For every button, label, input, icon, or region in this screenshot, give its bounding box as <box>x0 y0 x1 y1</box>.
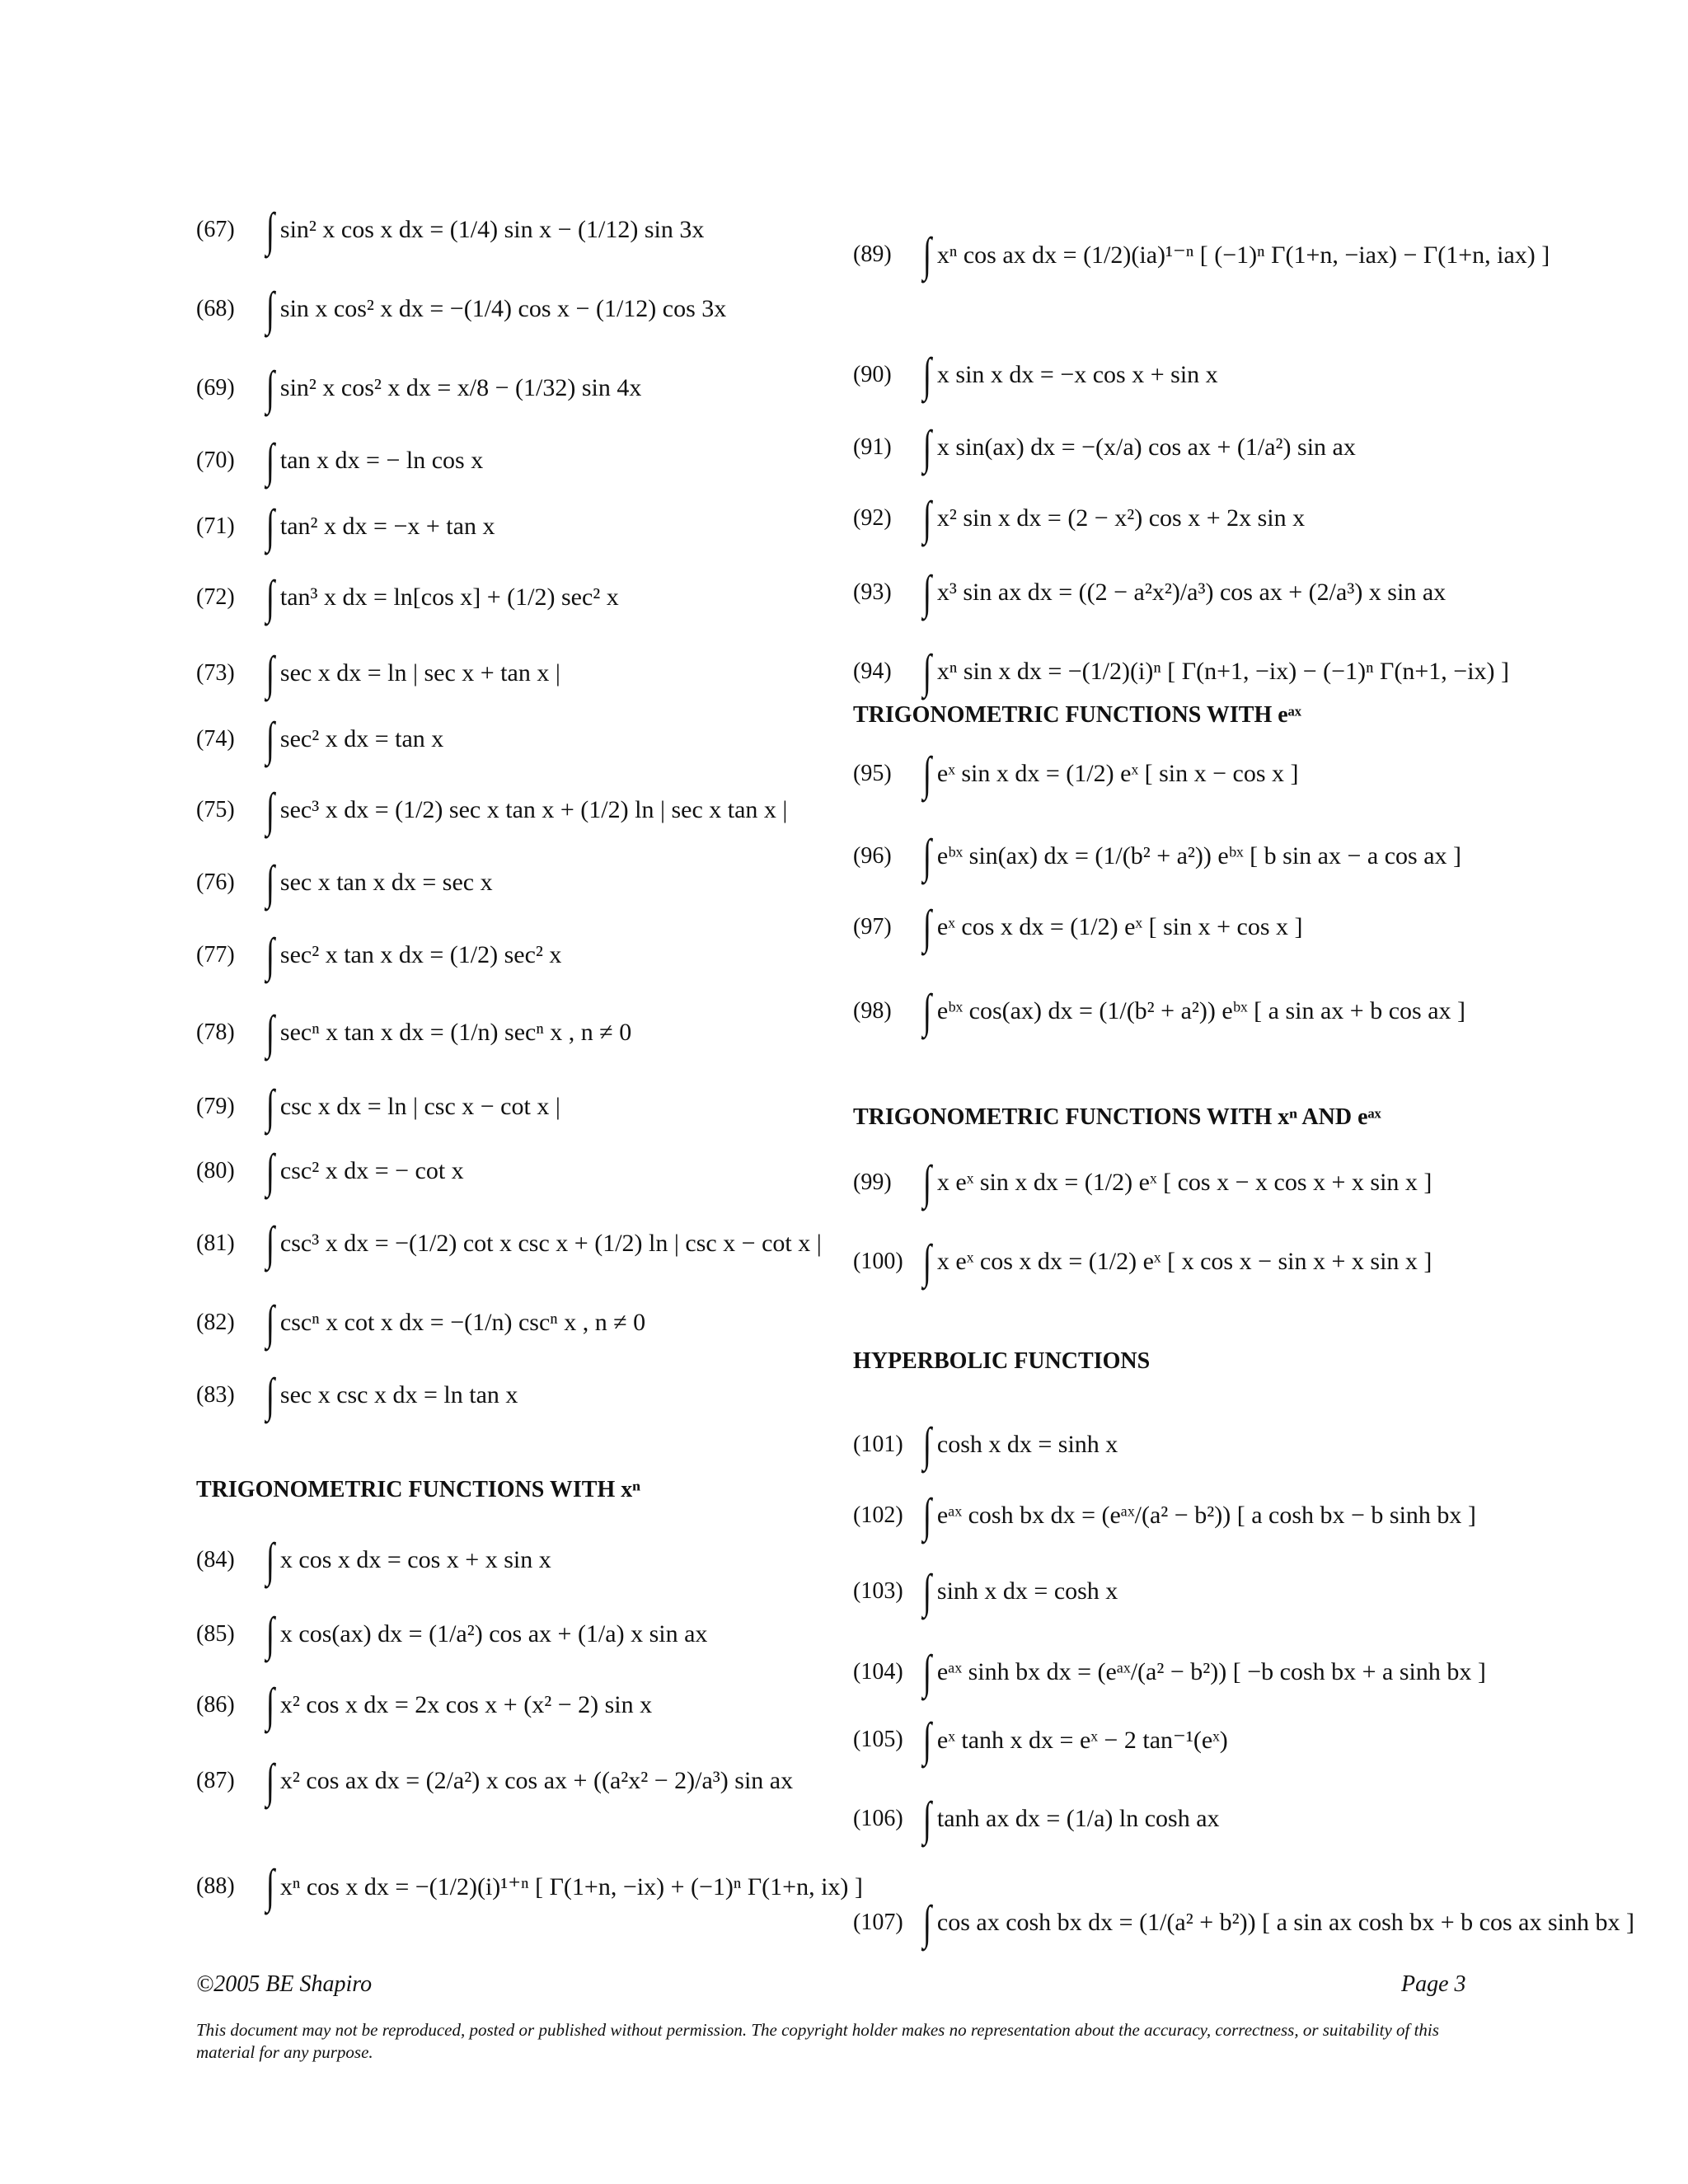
equation-number: (80) <box>196 1158 235 1183</box>
formula-entry <box>196 1216 822 1270</box>
integral-formula <box>264 1296 646 1349</box>
integral-sign-icon: ∫ <box>922 1645 932 1699</box>
integral-sign-icon: ∫ <box>265 203 275 256</box>
formula-entry <box>196 646 560 700</box>
equation-number: (106) <box>853 1806 903 1831</box>
integral-sign-icon: ∫ <box>265 499 275 553</box>
formula-entry <box>196 855 493 909</box>
equation-number: (104) <box>853 1659 903 1685</box>
formula-text: x eˣ cos x dx = (1/2) eˣ [ x cos x − sin x + x sin x ] <box>936 1248 1432 1275</box>
integral-formula <box>264 646 560 700</box>
equation-number: (76) <box>196 869 235 895</box>
integral-formula <box>264 1144 464 1197</box>
formula-text: sinh x dx = cosh x <box>936 1577 1118 1605</box>
formula-text: x cos(ax) dx = (1/a²) cos ax + (1/a) x sin ax <box>279 1620 708 1647</box>
equation-number: (78) <box>196 1019 235 1045</box>
integral-formula <box>264 712 444 766</box>
equation-number: (87) <box>196 1768 235 1793</box>
equation-number: (98) <box>853 998 892 1024</box>
formula-entry <box>853 747 1299 800</box>
integral-formula <box>921 1155 1432 1209</box>
integral-sign-icon: ∫ <box>265 1754 275 1807</box>
equation-number: (101) <box>853 1432 903 1457</box>
integral-formula <box>921 829 1462 883</box>
formula-entry <box>196 1368 518 1422</box>
formula-entry <box>853 491 1306 545</box>
equation-number: (94) <box>853 658 892 684</box>
equation-number: (79) <box>196 1094 235 1119</box>
integral-sign-icon: ∫ <box>265 434 275 487</box>
disclaimer: This document may not be reproduced, posted or published without permission. The copyright holder makes no representation about the accuracy, correctness, or suitability of this material for any purpose. <box>196 2020 1439 2062</box>
integral-sign-icon: ∫ <box>265 1216 275 1270</box>
integral-formula <box>921 1235 1432 1288</box>
equation-number: (97) <box>853 914 892 940</box>
integral-formula <box>264 434 484 487</box>
integral-sign-icon: ∫ <box>265 646 275 700</box>
formula-text: x³ sin ax dx = ((2 − a²x²)/a³) cos ax + (2/a³) x sin ax <box>936 579 1447 606</box>
integral-sign-icon: ∫ <box>265 712 275 766</box>
formula-entry <box>196 1678 653 1732</box>
equation-number: (72) <box>196 584 235 610</box>
copyright: ©2005 BE Shapiro <box>196 1971 373 1997</box>
integral-sign-icon: ∫ <box>265 282 275 335</box>
formula-text: cos ax cosh bx dx = (1/(a² + b²)) [ a sin ax cosh bx + b cos ax sinh bx ] <box>936 1909 1634 1936</box>
integral-sign-icon: ∫ <box>922 1488 932 1542</box>
formula-text: csc x dx = ln | csc x − cot x | <box>279 1093 560 1120</box>
heading-trig-xn: TRIGONOMETRIC FUNCTIONS WITH xⁿ <box>196 1477 640 1502</box>
integral-sign-icon: ∫ <box>922 1418 932 1471</box>
formula-entry <box>853 1713 1228 1766</box>
integral-sign-icon: ∫ <box>265 1296 275 1349</box>
equation-number: (100) <box>853 1249 903 1274</box>
integral-formula <box>264 203 705 256</box>
formula-entry <box>853 1418 1118 1471</box>
formula-text: xⁿ sin x dx = −(1/2)(i)ⁿ [ Γ(n+1, −ix) − (−1)ⁿ Γ(n+1, −ix) ] <box>936 658 1510 685</box>
integral-sign-icon: ∫ <box>922 829 932 883</box>
formula-entry <box>853 900 1303 954</box>
formula-entry <box>196 282 727 335</box>
integral-sign-icon: ∫ <box>265 1144 275 1197</box>
equation-number: (71) <box>196 513 235 539</box>
formula-entry <box>853 1645 1486 1699</box>
formula-text: eᵃˣ sinh bx dx = (eᵃˣ/(a² − b²)) [ −b cosh bx + a sinh bx ] <box>936 1658 1486 1685</box>
formula-text: sec² x dx = tan x <box>279 725 444 752</box>
formula-entry <box>196 1859 863 1913</box>
heading-trig-eax: TRIGONOMETRIC FUNCTIONS WITH eᵃˣ <box>853 702 1301 728</box>
equation-number: (82) <box>196 1310 235 1335</box>
equation-number: (69) <box>196 375 235 401</box>
integral-sign-icon: ∫ <box>922 491 932 545</box>
integral-formula <box>264 1005 632 1059</box>
integral-formula <box>921 1645 1486 1699</box>
integral-sign-icon: ∫ <box>265 1005 275 1059</box>
formula-text: tan x dx = − ln cos x <box>279 447 484 474</box>
integral-formula <box>921 227 1550 281</box>
integral-sign-icon: ∫ <box>922 644 932 698</box>
integral-sign-icon: ∫ <box>265 361 275 415</box>
formula-entry <box>196 928 562 982</box>
formula-text: x² cos ax dx = (2/a²) x cos ax + ((a²x² − 2)/a³) sin ax <box>279 1767 794 1794</box>
equation-number: (92) <box>853 505 892 531</box>
equation-number: (68) <box>196 296 235 321</box>
equation-number: (70) <box>196 448 235 473</box>
integral-formula <box>921 1896 1634 1949</box>
equation-number: (74) <box>196 726 235 752</box>
formula-entry <box>196 1754 794 1807</box>
integral-formula <box>921 348 1218 401</box>
integral-sign-icon: ∫ <box>922 227 932 281</box>
formula-text: cscⁿ x cot x dx = −(1/n) cscⁿ x , n ≠ 0 <box>279 1309 646 1336</box>
formula-text: x² cos x dx = 2x cos x + (x² − 2) sin x <box>279 1691 653 1718</box>
formula-entry <box>196 1080 560 1133</box>
formula-entry <box>853 829 1462 883</box>
equation-number: (99) <box>853 1169 892 1195</box>
formula-entry <box>196 1144 464 1197</box>
formula-text: sec x csc x dx = ln tan x <box>279 1381 518 1408</box>
equation-number: (102) <box>853 1502 903 1528</box>
formula-text: cosh x dx = sinh x <box>936 1431 1118 1458</box>
formula-text: eˣ cos x dx = (1/2) eˣ [ sin x + cos x ] <box>936 913 1303 940</box>
integral-formula <box>921 491 1306 545</box>
integral-formula <box>264 361 642 415</box>
formula-entry <box>196 1533 551 1586</box>
formula-entry <box>196 361 642 415</box>
integral-formula <box>264 1080 560 1133</box>
equation-number: (107) <box>853 1910 903 1935</box>
formula-entry <box>853 227 1550 281</box>
equation-number: (85) <box>196 1621 235 1647</box>
formula-entry <box>853 1235 1432 1288</box>
integral-formula <box>921 900 1303 954</box>
integral-sign-icon: ∫ <box>265 1533 275 1586</box>
formula-text: sec x tan x dx = sec x <box>279 869 493 896</box>
formula-text: tanh ax dx = (1/a) ln cosh ax <box>936 1805 1220 1832</box>
integral-formula <box>921 1792 1220 1845</box>
equation-number: (77) <box>196 942 235 968</box>
formula-text: sec³ x dx = (1/2) sec x tan x + (1/2) ln | sec x tan x | <box>279 796 788 823</box>
integral-formula <box>921 644 1510 698</box>
equation-number: (86) <box>196 1692 235 1718</box>
integral-sign-icon: ∫ <box>922 1713 932 1766</box>
integral-formula <box>264 1368 518 1422</box>
equation-number: (103) <box>853 1578 903 1604</box>
integral-sign-icon: ∫ <box>265 1607 275 1661</box>
integral-sign-icon: ∫ <box>922 1792 932 1845</box>
formula-entry <box>196 570 619 624</box>
formula-entry <box>853 644 1510 698</box>
formula-text: secⁿ x tan x dx = (1/n) secⁿ x , n ≠ 0 <box>279 1019 632 1046</box>
formula-text: eᵇˣ cos(ax) dx = (1/(b² + a²)) eᵇˣ [ a sin ax + b cos ax ] <box>936 997 1466 1024</box>
integral-sign-icon: ∫ <box>265 1080 275 1133</box>
formula-entry <box>853 1792 1220 1845</box>
integral-formula <box>921 1564 1118 1618</box>
formula-text: sec x dx = ln | sec x + tan x | <box>279 659 560 687</box>
formula-entry <box>196 1296 646 1349</box>
integral-sign-icon: ∫ <box>265 1859 275 1913</box>
equation-number: (84) <box>196 1547 235 1572</box>
heading-trig-xn-eax: TRIGONOMETRIC FUNCTIONS WITH xⁿ AND eᵃˣ <box>853 1104 1381 1130</box>
formula-entry <box>853 348 1218 401</box>
equation-number: (73) <box>196 660 235 686</box>
integral-formula <box>921 1713 1228 1766</box>
integral-formula <box>264 928 562 982</box>
formula-text: sin² x cos² x dx = x/8 − (1/32) sin 4x <box>279 374 642 401</box>
integral-formula <box>264 783 788 837</box>
integral-formula <box>264 1678 653 1732</box>
formula-text: eᵇˣ sin(ax) dx = (1/(b² + a²)) eᵇˣ [ b sin ax − a cos ax ] <box>936 842 1462 869</box>
integral-sign-icon: ∫ <box>922 565 932 619</box>
formula-text: xⁿ cos ax dx = (1/2)(ia)¹⁻ⁿ [ (−1)ⁿ Γ(1+n, −iax) − Γ(1+n, iax) ] <box>936 241 1550 269</box>
equation-number: (96) <box>853 843 892 869</box>
equation-number: (83) <box>196 1382 235 1408</box>
formula-entry <box>196 1607 708 1661</box>
formula-text: sin² x cos x dx = (1/4) sin x − (1/12) sin 3x <box>279 216 705 243</box>
formula-text: eᵃˣ cosh bx dx = (eᵃˣ/(a² − b²)) [ a cosh bx − b sinh bx ] <box>936 1502 1476 1529</box>
formula-text: x² sin x dx = (2 − x²) cos x + 2x sin x <box>936 504 1306 532</box>
formula-entry <box>853 1155 1432 1209</box>
formula-text: csc³ x dx = −(1/2) cot x csc x + (1/2) ln | csc x − cot x | <box>279 1230 822 1257</box>
integral-formula <box>264 282 727 335</box>
formula-entry <box>853 1896 1634 1949</box>
formula-text: x sin x dx = −x cos x + sin x <box>936 361 1218 388</box>
integral-sign-icon: ∫ <box>922 1896 932 1949</box>
integral-sign-icon: ∫ <box>922 348 932 401</box>
integral-formula <box>921 420 1356 474</box>
formula-text: eˣ sin x dx = (1/2) eˣ [ sin x − cos x ] <box>936 760 1299 787</box>
formula-text: x cos x dx = cos x + x sin x <box>279 1546 551 1573</box>
integral-sign-icon: ∫ <box>922 1235 932 1288</box>
equation-number: (75) <box>196 797 235 823</box>
formula-entry <box>196 434 484 487</box>
equation-number: (93) <box>853 579 892 605</box>
integral-formula <box>264 855 493 909</box>
integral-sign-icon: ∫ <box>922 1564 932 1618</box>
equation-number: (95) <box>853 761 892 786</box>
page-number: Page 3 <box>1401 1971 1466 1997</box>
formula-text: tan² x dx = −x + tan x <box>279 513 495 540</box>
integral-formula <box>264 1607 708 1661</box>
formula-entry <box>853 1488 1476 1542</box>
formula-entry <box>853 984 1466 1038</box>
equation-number: (88) <box>196 1873 235 1899</box>
formula-entry <box>196 1005 632 1059</box>
integral-sign-icon: ∫ <box>922 984 932 1038</box>
integral-formula <box>264 570 619 624</box>
formula-entry <box>196 499 495 553</box>
formula-text: csc² x dx = − cot x <box>279 1157 464 1184</box>
equation-number: (81) <box>196 1230 235 1256</box>
integral-formula <box>921 984 1466 1038</box>
equation-number: (91) <box>853 434 892 460</box>
formula-text: x sin(ax) dx = −(x/a) cos ax + (1/a²) sin ax <box>936 434 1356 461</box>
integral-formula <box>264 1216 822 1270</box>
integral-sign-icon: ∫ <box>265 783 275 837</box>
integral-formula <box>264 499 495 553</box>
formula-entry <box>196 203 705 256</box>
integral-formula <box>921 565 1447 619</box>
formula-text: sec² x tan x dx = (1/2) sec² x <box>279 941 562 968</box>
integral-formula <box>921 1418 1118 1471</box>
integral-formula <box>264 1533 551 1586</box>
formula-text: x eˣ sin x dx = (1/2) eˣ [ cos x − x cos x + x sin x ] <box>936 1169 1432 1196</box>
formula-entry <box>196 712 444 766</box>
formula-entry <box>853 420 1356 474</box>
integral-sign-icon: ∫ <box>265 928 275 982</box>
integral-formula <box>921 747 1299 800</box>
formula-entry <box>853 565 1447 619</box>
integral-sign-icon: ∫ <box>265 1368 275 1422</box>
integral-sign-icon: ∫ <box>922 420 932 474</box>
formula-text: tan³ x dx = ln[cos x] + (1/2) sec² x <box>279 583 619 611</box>
formula-entry <box>196 783 788 837</box>
heading-hyperbolic: HYPERBOLIC FUNCTIONS <box>853 1348 1151 1374</box>
integral-sign-icon: ∫ <box>265 1678 275 1732</box>
integral-sign-icon: ∫ <box>265 570 275 624</box>
equation-number: (67) <box>196 217 235 242</box>
formula-text: xⁿ cos x dx = −(1/2)(i)¹⁺ⁿ [ Γ(1+n, −ix) + (−1)ⁿ Γ(1+n, ix) ] <box>279 1872 863 1900</box>
equation-number: (89) <box>853 241 892 267</box>
equation-number: (105) <box>853 1727 903 1752</box>
equation-number: (90) <box>853 362 892 387</box>
integral-sign-icon: ∫ <box>922 900 932 954</box>
formula-entry <box>853 1564 1118 1618</box>
integral-formula <box>264 1859 863 1913</box>
formula-text: eˣ tanh x dx = eˣ − 2 tan⁻¹(eˣ) <box>936 1726 1228 1754</box>
integral-formula <box>921 1488 1476 1542</box>
integral-sign-icon: ∫ <box>922 747 932 800</box>
formula-text: sin x cos² x dx = −(1/4) cos x − (1/12) cos 3x <box>279 295 727 322</box>
integral-sign-icon: ∫ <box>265 855 275 909</box>
integral-sign-icon: ∫ <box>922 1155 932 1209</box>
integral-formula <box>264 1754 794 1807</box>
